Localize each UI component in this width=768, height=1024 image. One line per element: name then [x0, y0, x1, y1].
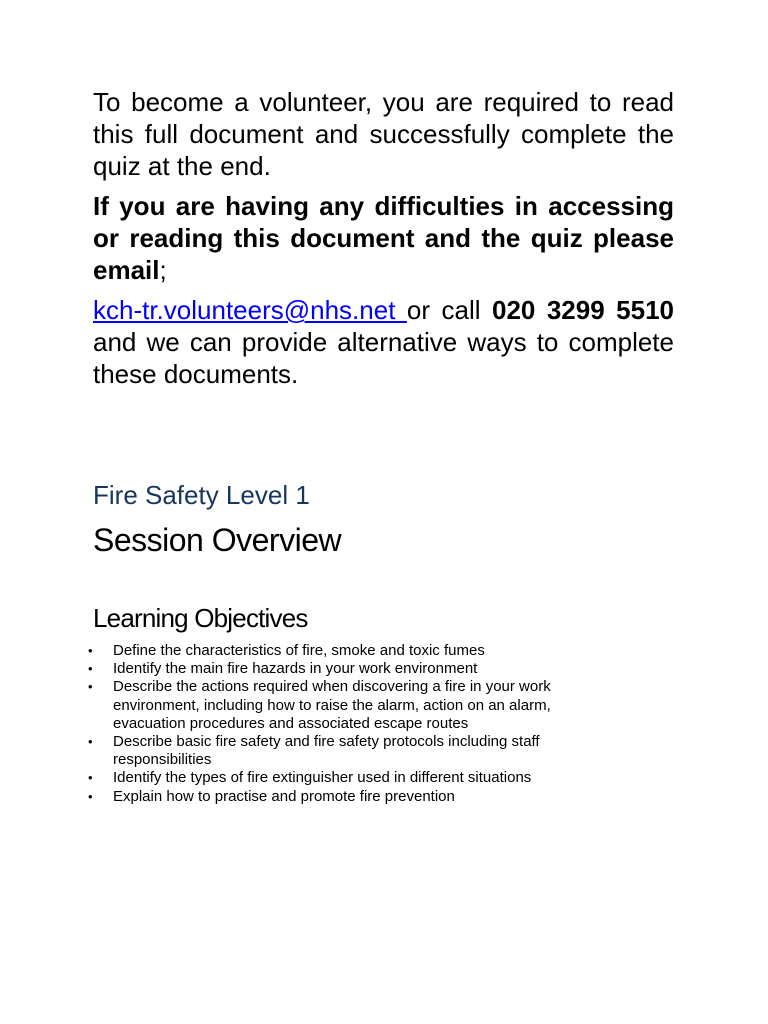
objective-item: • Identify the types of fire extinguisher used in different situations	[86, 769, 626, 787]
difficulties-paragraph	[93, 190, 674, 286]
objective-item: • Define the characteristics of fire, smoke and toxic fumes	[86, 642, 626, 660]
objective-item: • Describe basic fire safety and fire safety protocols including staff responsibilities	[86, 733, 626, 769]
objective-item: • Explain how to practise and promote fire prevention	[86, 788, 626, 806]
email-link[interactable]: kch-tr.volunteers@nhs.net	[93, 295, 407, 325]
phone-number: 020 3299 5510	[491, 295, 674, 325]
intro-paragraph: To become a volunteer, you are required to read this full document and successfully complete the quiz at the end.	[93, 87, 674, 181]
contact-paragraph	[93, 294, 674, 390]
section-subtitle: Fire Safety Level 1	[93, 480, 310, 510]
objective-item: • Identify the main fire hazards in your work environment	[86, 660, 626, 678]
page-title: Session Overview	[93, 522, 342, 558]
difficulties-semicolon: ;	[159, 255, 167, 285]
objectives-list	[86, 642, 626, 806]
difficulties-text: If you are having any difficulties in accessing or reading this document and the quiz please email	[93, 191, 674, 285]
objective-item: • Describe the actions required when discovering a fire in your work environment, including how to raise the alarm, action on an alarm, evacuation procedures and associated escape routes	[86, 678, 626, 733]
contact-rest-text: and we can provide alternative ways to complete these documents.	[93, 327, 674, 389]
intro-block	[93, 86, 674, 390]
or-call-text: or call	[406, 295, 492, 325]
objectives-heading: Learning Objectives	[93, 603, 308, 633]
